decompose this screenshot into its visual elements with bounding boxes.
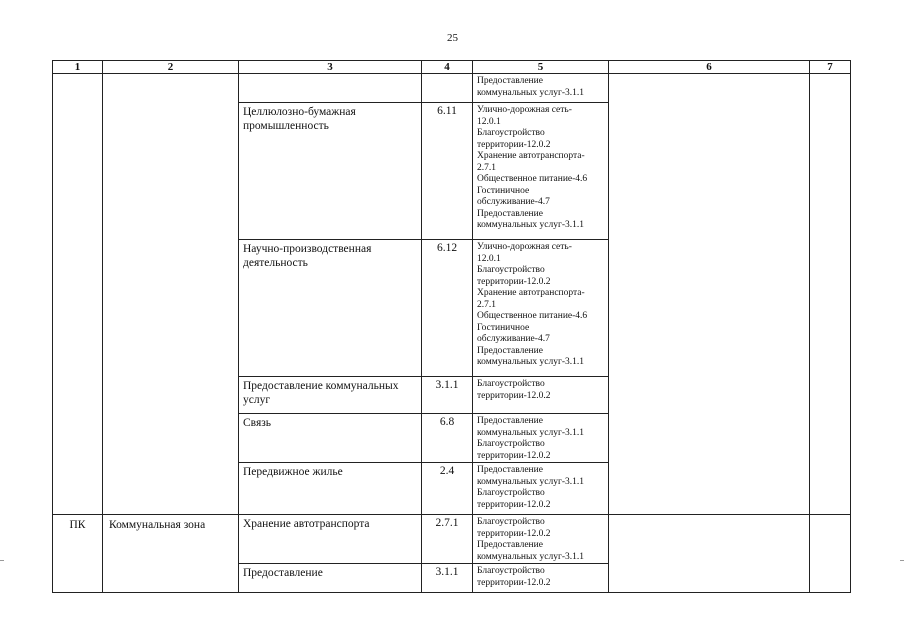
auxiliary-use-line: территории-12.0.2 (477, 528, 551, 539)
auxiliary-use-line: Благоустройство (477, 488, 545, 498)
auxiliary-use-line: обслуживание-4.7 (477, 334, 550, 344)
use-code-cell (422, 74, 473, 103)
auxiliary-use-line: Улично-дорожная сеть- (477, 242, 572, 252)
scan-edge-mark (0, 560, 4, 561)
column-header-7: 7 (810, 61, 851, 74)
auxiliary-use-line: Предоставление (477, 76, 543, 86)
column-6-cell (609, 74, 810, 515)
auxiliary-use-line: 12.0.1 (477, 253, 501, 264)
auxiliary-use-line: Благоустройство (477, 265, 545, 275)
column-header-1: 1 (53, 61, 103, 74)
auxiliary-use-line: коммунальных услуг-3.1.1 (477, 427, 585, 438)
auxiliary-uses-cell (473, 515, 609, 564)
auxiliary-use-line: Предоставление (477, 345, 543, 356)
auxiliary-uses-cell (473, 103, 609, 240)
auxiliary-use-line: Общественное питание-4.6 (477, 311, 588, 321)
zone-name-cell: Коммунальная зона (103, 515, 239, 593)
auxiliary-use-line: 12.0.1 (477, 116, 501, 127)
use-code-cell: 6.11 (422, 103, 473, 240)
auxiliary-uses-cell (473, 74, 609, 103)
auxiliary-use-line: коммунальных услуг-3.1.1 (477, 357, 585, 367)
auxiliary-use-line: Предоставление (477, 208, 543, 219)
auxiliary-use-line: Благоустройство (477, 566, 545, 576)
auxiliary-use-line: Гостиничное (477, 322, 530, 333)
auxiliary-use-line: Гостиничное (477, 185, 530, 196)
auxiliary-use-line: территории-12.0.2 (477, 499, 551, 510)
auxiliary-use-line: коммунальных услуг-3.1.1 (477, 87, 585, 98)
table-row (53, 515, 851, 564)
auxiliary-uses-cell (473, 377, 609, 414)
column-6-cell (609, 515, 810, 593)
auxiliary-use-line: территории-12.0.2 (477, 577, 551, 588)
auxiliary-use-line: Предоставление (477, 416, 543, 426)
header-row (53, 61, 851, 74)
column-header-6: 6 (609, 61, 810, 74)
use-type-cell: Целлюлозно-бумажная промышленность (239, 103, 422, 240)
auxiliary-use-line: территории-12.0.2 (477, 390, 551, 401)
auxiliary-use-line: Улично-дорожная сеть- (477, 105, 572, 115)
use-code-cell: 2.7.1 (422, 515, 473, 564)
scan-edge-mark (900, 560, 904, 561)
use-code-cell: 6.8 (422, 414, 473, 463)
table-row (53, 74, 851, 103)
auxiliary-use-line: коммунальных услуг-3.1.1 (477, 220, 585, 230)
column-header-4: 4 (422, 61, 473, 74)
auxiliary-use-line: Благоустройство (477, 379, 545, 389)
auxiliary-use-line: Благоустройство (477, 128, 545, 138)
column-header-5: 5 (473, 61, 609, 74)
auxiliary-use-line: Общественное питание-4.6 (477, 174, 588, 184)
auxiliary-use-line: территории-12.0.2 (477, 139, 551, 150)
column-header-2: 2 (103, 61, 239, 74)
auxiliary-use-line: обслуживание-4.7 (477, 197, 550, 207)
auxiliary-use-line: коммунальных услуг-3.1.1 (477, 551, 585, 562)
zone-code-cell (53, 74, 103, 515)
auxiliary-use-line: Благоустройство (477, 517, 545, 527)
auxiliary-use-line: 2.7.1 (477, 299, 496, 310)
zone-code-cell: ПК (53, 515, 103, 593)
use-code-cell: 3.1.1 (422, 564, 473, 593)
column-header-3: 3 (239, 61, 422, 74)
use-type-cell: Передвижное жилье (239, 463, 422, 515)
auxiliary-use-line: коммунальных услуг-3.1.1 (477, 476, 585, 487)
auxiliary-uses-cell (473, 414, 609, 463)
use-type-cell: Хранение автотранспорта (239, 515, 422, 564)
use-type-cell (239, 74, 422, 103)
column-7-cell (810, 515, 851, 593)
zone-name-cell (103, 74, 239, 515)
page-number: 25 (447, 32, 458, 44)
land-use-table (52, 60, 851, 593)
column-7-cell (810, 74, 851, 515)
auxiliary-use-line: Хранение автотранспорта- (477, 288, 585, 298)
auxiliary-uses-cell (473, 463, 609, 515)
use-type-cell: Предоставление (239, 564, 422, 593)
auxiliary-uses-cell (473, 564, 609, 593)
auxiliary-use-line: территории-12.0.2 (477, 276, 551, 287)
use-code-cell: 2.4 (422, 463, 473, 515)
use-type-cell: Предоставление коммунальных услуг (239, 377, 422, 414)
auxiliary-use-line: Предоставление (477, 540, 543, 550)
auxiliary-use-line: Предоставление (477, 465, 543, 475)
use-type-cell: Научно-производственная деятельность (239, 240, 422, 377)
auxiliary-use-line: 2.7.1 (477, 162, 496, 173)
use-code-cell: 6.12 (422, 240, 473, 377)
use-code-cell: 3.1.1 (422, 377, 473, 414)
auxiliary-use-line: территории-12.0.2 (477, 450, 551, 461)
auxiliary-uses-cell (473, 240, 609, 377)
use-type-cell: Связь (239, 414, 422, 463)
auxiliary-use-line: Благоустройство (477, 439, 545, 449)
auxiliary-use-line: Хранение автотранспорта- (477, 151, 585, 161)
